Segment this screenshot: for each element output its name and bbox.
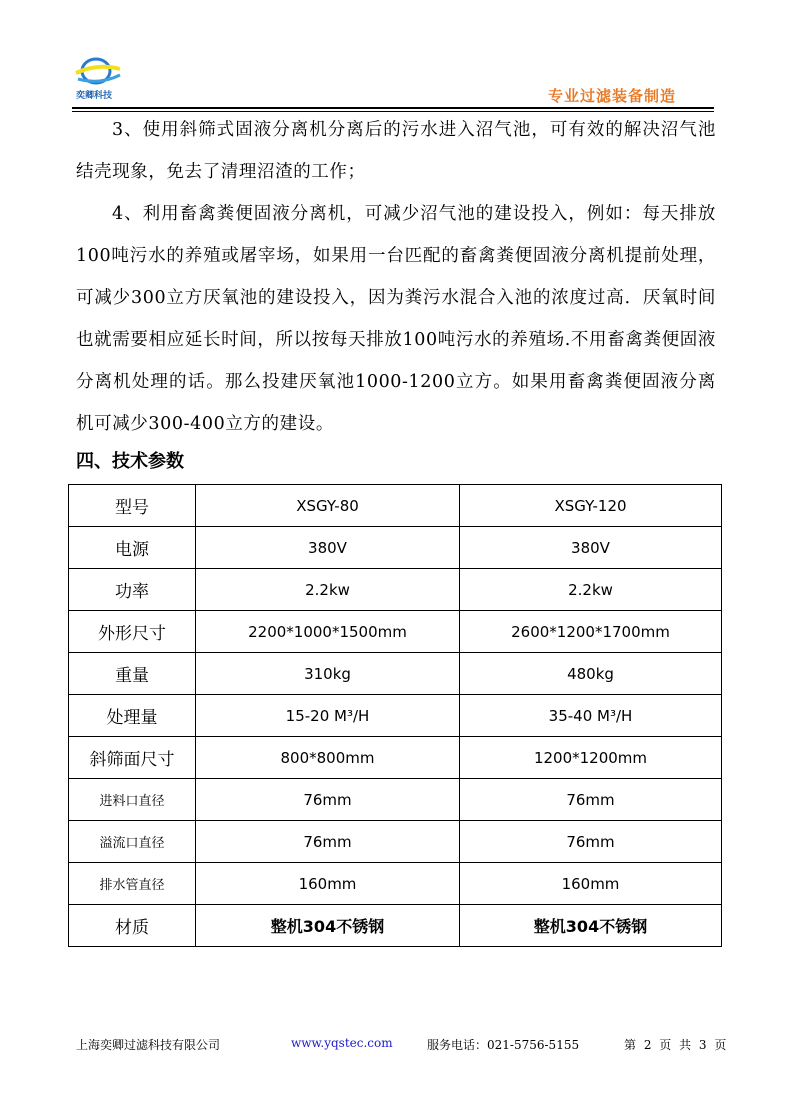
cell-value: 160mm: [460, 863, 722, 905]
row-label: 斜筛面尺寸: [69, 737, 196, 779]
row-label: 进料口直径: [69, 779, 196, 821]
header-slogan: 专业过滤装备制造: [548, 87, 677, 105]
table-row: [69, 695, 722, 737]
cell-value: 76mm: [460, 779, 722, 821]
table-row: [69, 905, 722, 947]
cell-value: 2600*1200*1700mm: [460, 611, 722, 653]
table-row: [69, 737, 722, 779]
table-row: [69, 569, 722, 611]
table-row: [69, 779, 722, 821]
row-label: 电源: [69, 527, 196, 569]
logo-text: 奕卿科技: [76, 91, 113, 101]
row-label: 材质: [69, 905, 196, 947]
cell-value: 380V: [460, 527, 722, 569]
footer-company: 上海奕卿过滤科技有限公司: [76, 1038, 221, 1052]
cell-value: 整机304不锈钢: [460, 905, 722, 947]
footer-website[interactable]: www.yqstec.com: [291, 1036, 393, 1050]
footer-phone: 服务电话：021-5756-5155: [427, 1038, 580, 1052]
cell-value: 800*800mm: [196, 737, 460, 779]
cell-value: 35-40 M³/H: [460, 695, 722, 737]
cell-value: 2200*1000*1500mm: [196, 611, 460, 653]
cell-value: 310kg: [196, 653, 460, 695]
row-label: 功率: [69, 569, 196, 611]
spec-table: [68, 484, 722, 947]
cell-value: 整机304不锈钢: [196, 905, 460, 947]
paragraph-3: 3、使用斜筛式固液分离机分离后的污水进入沼气池，可有效的解决沼气池结壳现象，免去了清理沼渣的工作；: [76, 120, 716, 182]
row-label: 处理量: [69, 695, 196, 737]
cell-value: 76mm: [460, 821, 722, 863]
cell-value: 15-20 M³/H: [196, 695, 460, 737]
cell-value: 2.2kw: [196, 569, 460, 611]
cell-value: 160mm: [196, 863, 460, 905]
row-label: 外形尺寸: [69, 611, 196, 653]
cell-value: 380V: [196, 527, 460, 569]
cell-value: 480kg: [460, 653, 722, 695]
cell-value: XSGY-120: [460, 485, 722, 527]
cell-value: 1200*1200mm: [460, 737, 722, 779]
row-label: 型号: [69, 485, 196, 527]
table-row: [69, 485, 722, 527]
row-label: 排水管直径: [69, 863, 196, 905]
cell-value: 2.2kw: [460, 569, 722, 611]
section-heading: 四、技术参数: [76, 451, 184, 472]
row-label: 重量: [69, 653, 196, 695]
cell-value: XSGY-80: [196, 485, 460, 527]
paragraph-4: 4、利用畜禽粪便固液分离机，可减少沼气池的建设投入，例如：每天排放100吨污水的养殖或屠宰场，如果用一台匹配的畜禽粪便固液分离机提前处理，可减少300立方厌氧池的建设投入，因为粪污水混合入池的浓度过高．厌氧时间也就需要相应延长时间，所以按每天排放100吨污水的养殖场.不用畜禽粪便固液分离机处理的话。那么投建厌氧池1000-1200立方。如果用畜禽粪便固液分离机可减少300-400立方的建设。: [76, 204, 716, 434]
table-row: [69, 527, 722, 569]
cell-value: 76mm: [196, 779, 460, 821]
table-row: [69, 821, 722, 863]
table-row: [69, 863, 722, 905]
table-row: [69, 611, 722, 653]
table-row: [69, 653, 722, 695]
row-label: 溢流口直径: [69, 821, 196, 863]
footer-page-number: 第 2 页 共 3 页: [624, 1038, 729, 1052]
cell-value: 76mm: [196, 821, 460, 863]
